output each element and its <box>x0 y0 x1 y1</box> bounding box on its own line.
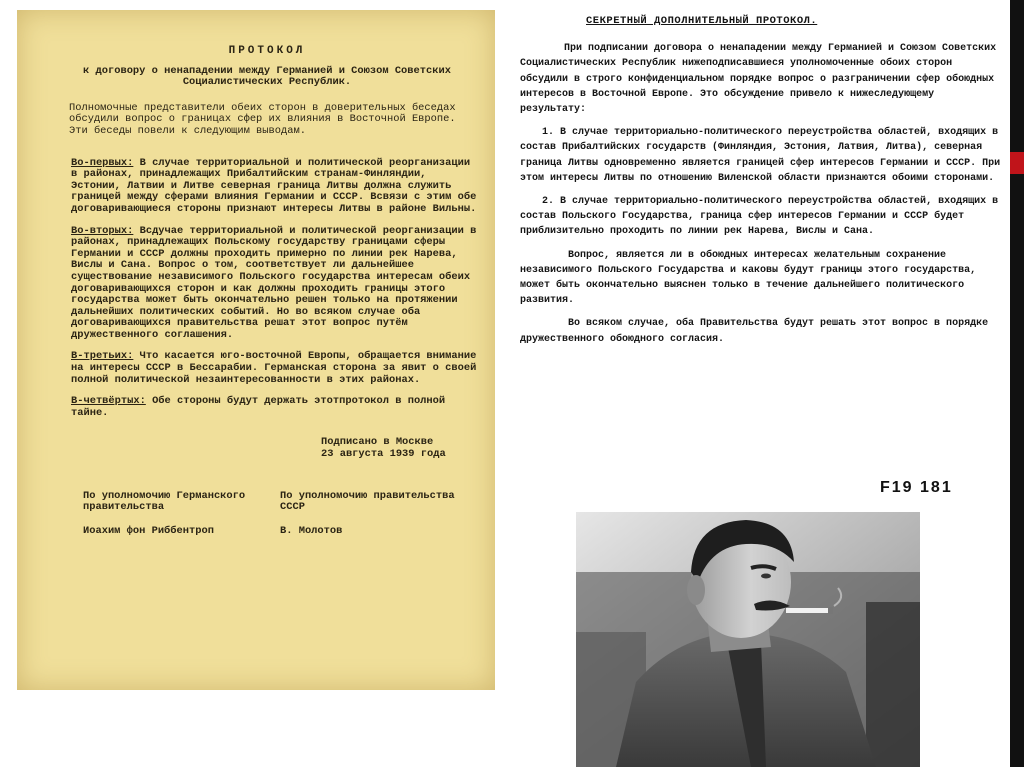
protocol-point-1 <box>71 158 477 216</box>
portrait-photo <box>576 512 920 767</box>
signed-place-date <box>321 437 477 460</box>
secret-protocol-item-1: 1. В случае территориально-политического переустройства областей, входящих в состав Прибалтийских государств (Финляндия, Эстония, Латвия, Литва), северная граница Литвы одновременно является границей сфер интересов Германии и СССР. При этом интересы Литвы по отношению Виленской области признаются обоими сторонами. <box>520 127 1001 184</box>
point-4-text: Обе стороны будут держать этотпротокол в полной тайне. <box>71 395 446 419</box>
point-3-text: Что касается юго-восточной Европы, обращается внимание на интересы СССР в Бессарабии. Германская сторона за явит о своей полной политической незаинтересованности в этих районах. <box>71 350 477 386</box>
secret-protocol-document <box>520 14 1004 496</box>
archive-mark: F19 181 <box>880 479 953 496</box>
protocol-scan-document <box>17 10 495 690</box>
protocol-subtitle: к договору о ненападении между Германией и Союзом Советских Социалистических Республик. <box>83 64 451 89</box>
secret-protocol-paragraph-3: Вопрос, является ли в обоюдных интересах желательным сохранение независимого Польского Государства и каковы будут границы этого государства, может быть окончательно выяснен только в течение дальнейшего политического развития. <box>520 249 977 307</box>
soviet-signatory-title: По уполномочию правительства СССР <box>280 489 455 514</box>
protocol-title: ПРОТОКОЛ <box>228 45 306 57</box>
secret-protocol-paragraph-4: Во всяком случае, оба Правительства будут решать этот вопрос в порядке дружественного обоюдного согласия. <box>520 318 989 345</box>
point-2-label: Во-вторых: <box>71 224 134 237</box>
german-signatory-title: По уполномочию Германского правительства <box>83 489 246 514</box>
protocol-point-2 <box>71 226 477 342</box>
german-signatory-name: Иоахим фон Риббентроп <box>83 524 214 537</box>
point-4-label: В-четвёртых: <box>71 395 146 408</box>
soviet-signatory-name: В. Молотов <box>280 524 343 537</box>
point-1-label: Во-первых: <box>71 156 134 169</box>
protocol-intro: Полномочные представители обеих сторон в доверительных беседах обсудили вопрос о границах сфер их влияния в Восточной Европе. Эти беседы повели к следующим выводам. <box>69 101 456 137</box>
protocol-point-4 <box>71 396 477 419</box>
right-edge-red-mark <box>1010 152 1024 174</box>
portrait-illustration <box>576 512 920 767</box>
signed-line-1: Подписано в Москве <box>321 436 434 449</box>
point-3-label: В-третьих: <box>71 350 134 363</box>
point-1-text: В случае территориальной и политической реорганизации в районах, принадлежащих Прибалтийским странам-Финляндии, Эстонии, Латвии и Литве северная граница Литвы должна служить границей между сферами влияния Германии и СССР. Всвязи с этим обе договаривающиеся стороны признают интересы Литвы в районе Вильны. <box>71 156 477 215</box>
secret-protocol-item-2: 2. В случае территориально-политического переустройства областей, входящих в состав Польского Государства, граница сфер интересов Германии и СССР будет приблизительно проходить по линии рек Нарева, Вислы и Сана. <box>520 196 999 238</box>
signatures <box>83 491 477 550</box>
secret-protocol-intro: При подписании договора о ненападении между Германией и Союзом Советских Социалистических Республик нижеподписавшиеся уполномоченные обоих сторон обсудили в строго конфиденциальном порядке вопрос о разграничении сфер обоюдных интересов в Восточной Европе. Это обсуждение привело к нижеследующему результату: <box>520 43 997 116</box>
signed-line-2: 23 августа 1939 года <box>321 448 446 461</box>
point-2-text: Всдучае территориальной и политической реорганизации в районах, принадлежащих Польскому государству границами сферы Германии и СССР должны проходить примерно по линии рек Нарева, Вислы и Сана. Вопрос о том, соответствует ли дальнейшее существование независимого Польского государства интересам обеих договаривающихся сторон и как должны проходить границы этого государства может быть окончательно решен только на протяжении дальнейших политических событий. Но во всяком случае оба договаривающихся правительства решат этот вопрос путём дружественного соглашения. <box>71 224 477 341</box>
german-signature-block <box>83 491 280 550</box>
right-edge-bar <box>1010 0 1024 767</box>
protocol-point-3 <box>71 351 477 386</box>
secret-protocol-title: СЕКРЕТНЫЙ ДОПОЛНИТЕЛЬНЫЙ ПРОТОКОЛ. <box>586 15 818 27</box>
soviet-signature-block <box>280 491 477 550</box>
